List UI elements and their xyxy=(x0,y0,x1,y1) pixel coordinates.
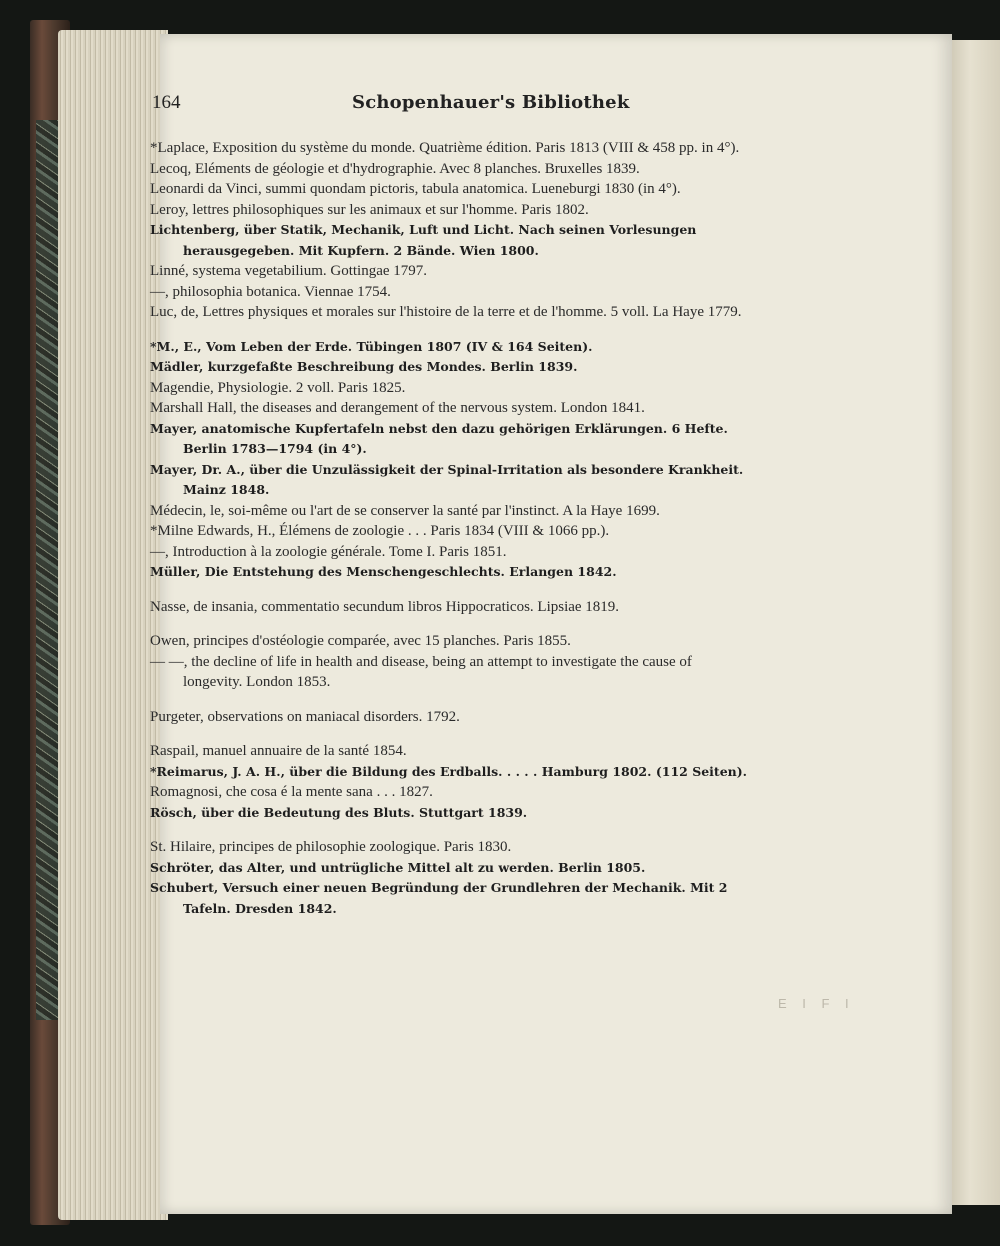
page-stack-right xyxy=(950,40,1000,1205)
entry-st-hilaire: St. Hilaire, principes de philosophie zoologique. Paris 1830. xyxy=(150,839,512,855)
entry-milne-edwards: *Milne Edwards, H., Élémens de zoologie . . . Paris 1834 (VIII & 1066 pp.). xyxy=(150,523,610,539)
entry-schubert: Schubert, Versuch einer neuen Begründung der Grundlehren der Mechanik. Mit 2 Tafeln. Dresden 1842. xyxy=(150,880,728,916)
entry-magendie: Magendie, Physiologie. 2 voll. Paris 1825. xyxy=(150,379,406,396)
entry-laplace: *Laplace, Exposition du système du monde. Quatrième édition. Paris 1813 (VIII & 458 pp. in 4°). xyxy=(150,140,740,156)
entry-maedler: Mädler, kurzgefaßte Beschreibung des Mondes. Berlin 1839. xyxy=(150,359,578,374)
marbled-edge xyxy=(36,120,58,1020)
entry-schroeter: Schröter, das Alter, und untrügliche Mittel alt zu werden. Berlin 1805. xyxy=(150,859,646,875)
entry-mayer: Mayer, anatomische Kupfertafeln nebst den dazu gehörigen Erklärungen. 6 Hefte. Berlin 1783—1794 (in 4°). xyxy=(150,420,728,456)
entry-nasse: Nasse, de insania, commentatio secundum libros Hippocraticos. Lipsiae 1819. xyxy=(150,598,620,615)
entry-raspail: Raspail, manuel annuaire de la santé 1854. xyxy=(150,743,407,759)
running-title: Schopenhauer's Bibliothek xyxy=(352,92,630,113)
bibliography-list xyxy=(150,138,750,919)
entry-lecoq: Lecoq, Eléments de géologie et d'hydrographie. Avec 8 planches. Bruxelles 1839. xyxy=(150,160,640,177)
entry-leonardi: Leonardi da Vinci, summi quondam pictoris, tabula anatomica. Lueneburgi 1830 (in 4°). xyxy=(150,181,681,197)
faded-stamp: E I F I xyxy=(778,996,855,1011)
entry-medecin: Médecin, le, soi-même ou l'art de se conserver la santé par l'instinct. A la Haye 1699. xyxy=(150,502,660,519)
entry-leroy: Leroy, lettres philosophiques sur les animaux et sur l'homme. Paris 1802. xyxy=(150,201,589,218)
entry-roesch: Rösch, über die Bedeutung des Bluts. Stuttgart 1839. xyxy=(150,804,528,820)
entry-m-e: *M., E., Vom Leben der Erde. Tübingen 1807 (IV & 164 Seiten). xyxy=(150,338,593,354)
page-header xyxy=(152,92,732,122)
page-number: 164 xyxy=(152,92,181,113)
entry-lichtenberg: Lichtenberg, über Statik, Mechanik, Luft und Licht. Nach seinen Vorlesungen herausgegeben. Mit Kupfern. 2 Bände. Wien 1800. xyxy=(150,222,697,258)
entry-milne-edwards-intro: —, Introduction à la zoologie générale. Tome I. Paris 1851. xyxy=(150,543,507,560)
entry-reimarus: *Reimarus, J. A. H., über die Bildung des Erdballs. . . . . Hamburg 1802. (112 Seiten). xyxy=(150,763,747,779)
entry-luc: Luc, de, Lettres physiques et morales sur l'histoire de la terre et de l'homme. 5 voll. La Haye 1779. xyxy=(150,304,742,320)
entry-marshall-hall: Marshall Hall, the diseases and derangement of the nervous system. London 1841. xyxy=(150,400,645,416)
entry-mueller: Müller, Die Entstehung des Menschengeschlechts. Erlangen 1842. xyxy=(150,564,617,579)
entry-linne: Linné, systema vegetabilium. Gottingae 1797. xyxy=(150,263,428,279)
entry-romagnosi: Romagnosi, che cosa é la mente sana . . . 1827. xyxy=(150,784,433,800)
entry-mayer-dr: Mayer, Dr. A., über die Unzulässigkeit der Spinal-Irritation als besondere Krankheit. Mainz 1848. xyxy=(150,461,744,497)
entry-owen: Owen, principes d'ostéologie comparée, avec 15 planches. Paris 1855. xyxy=(150,633,571,649)
entry-linne-botanica: —, philosophia botanica. Viennae 1754. xyxy=(150,283,391,300)
entry-owen-decline: — —, the decline of life in health and disease, being an attempt to investigate the cause of longevity. London 1853. xyxy=(150,653,692,690)
entry-purgeter: Purgeter, observations on maniacal disorders. 1792. xyxy=(150,708,460,725)
